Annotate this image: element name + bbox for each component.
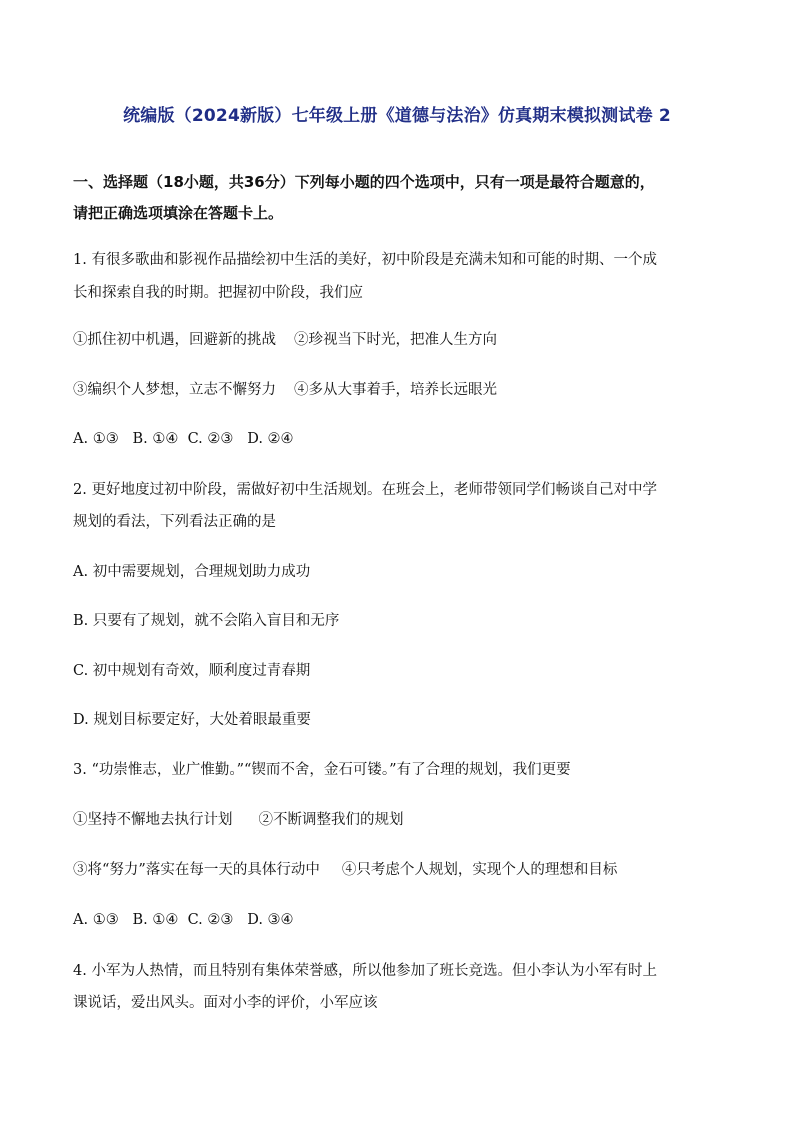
- q3-statement-2: ②不断调整我们的规划: [258, 812, 404, 828]
- q3-statement-1: ①坚持不懈地去执行计划: [73, 812, 233, 828]
- q3-statements-row-2: [73, 860, 733, 880]
- q1-statement-2: ②珍视当下时光，把准人生方向: [294, 332, 497, 348]
- q3-statement-4: ④只考虑个人规划，实现个人的理想和目标: [341, 862, 618, 878]
- q4-stem-line-1: 4. 小军为人热情，而且特别有集体荣誉感，所以他参加了班长竞选。但小李认为小军有时上: [73, 963, 657, 979]
- q1-statement-1: ①抓住初中机遇，回避新的挑战: [73, 332, 276, 348]
- q2-option-b: B. 只要有了规划，就不会陷入盲目和无序: [73, 613, 340, 629]
- q3-options: A. ①③ B. ①④ C. ②③ D. ③④: [73, 912, 294, 928]
- q1-statements-row-2: [73, 380, 733, 400]
- q2-stem-line-1: 2. 更好地度过初中阶段，需做好初中生活规划。在班会上，老师带领同学们畅谈自己对中学: [73, 482, 657, 498]
- section-heading-line-1: 一、选择题（18小题，共36分）下列每小题的四个选项中，只有一项是最符合题意的，: [73, 173, 655, 191]
- q2-option-c: C. 初中规划有奇效，顺利度过青春期: [73, 663, 311, 679]
- q1-statements-row-1: [73, 330, 733, 350]
- q1-statement-4: ④多从大事着手，培养长远眼光: [294, 382, 497, 398]
- q1-stem-line-2: 长和探索自我的时期。把握初中阶段，我们应: [73, 285, 363, 301]
- q2-option-d: D. 规划目标要定好，大处着眼最重要: [73, 712, 311, 728]
- q2-option-a: A. 初中需要规划，合理规划助力成功: [73, 564, 311, 580]
- page-title: 统编版（2024新版）七年级上册《道德与法治》仿真期末模拟测试卷 2: [123, 106, 671, 126]
- q3-statement-3: ③将“努力”落实在每一天的具体行动中: [73, 862, 320, 878]
- q2-stem-line-2: 规划的看法，下列看法正确的是: [73, 514, 276, 530]
- q4-stem-line-2: 课说话，爱出风头。面对小李的评价，小军应该: [73, 995, 378, 1011]
- q1-statement-3: ③编织个人梦想，立志不懈努力: [73, 382, 276, 398]
- q3-statements-row-1: [73, 810, 733, 830]
- section-heading-line-2: 请把正确选项填涂在答题卡上。: [73, 204, 284, 222]
- section-heading: [73, 167, 733, 229]
- q1-stem-line-1: 1. 有很多歌曲和影视作品描绘初中生活的美好，初中阶段是充满未知和可能的时期、一个成: [73, 252, 657, 268]
- q3-stem-line-1: 3. “功崇惟志，业广惟勤。”“锲而不舍，金石可镂。”有了合理的规划，我们更要: [73, 762, 571, 778]
- q1-options: A. ①③ B. ①④ C. ②③ D. ②④: [73, 431, 294, 447]
